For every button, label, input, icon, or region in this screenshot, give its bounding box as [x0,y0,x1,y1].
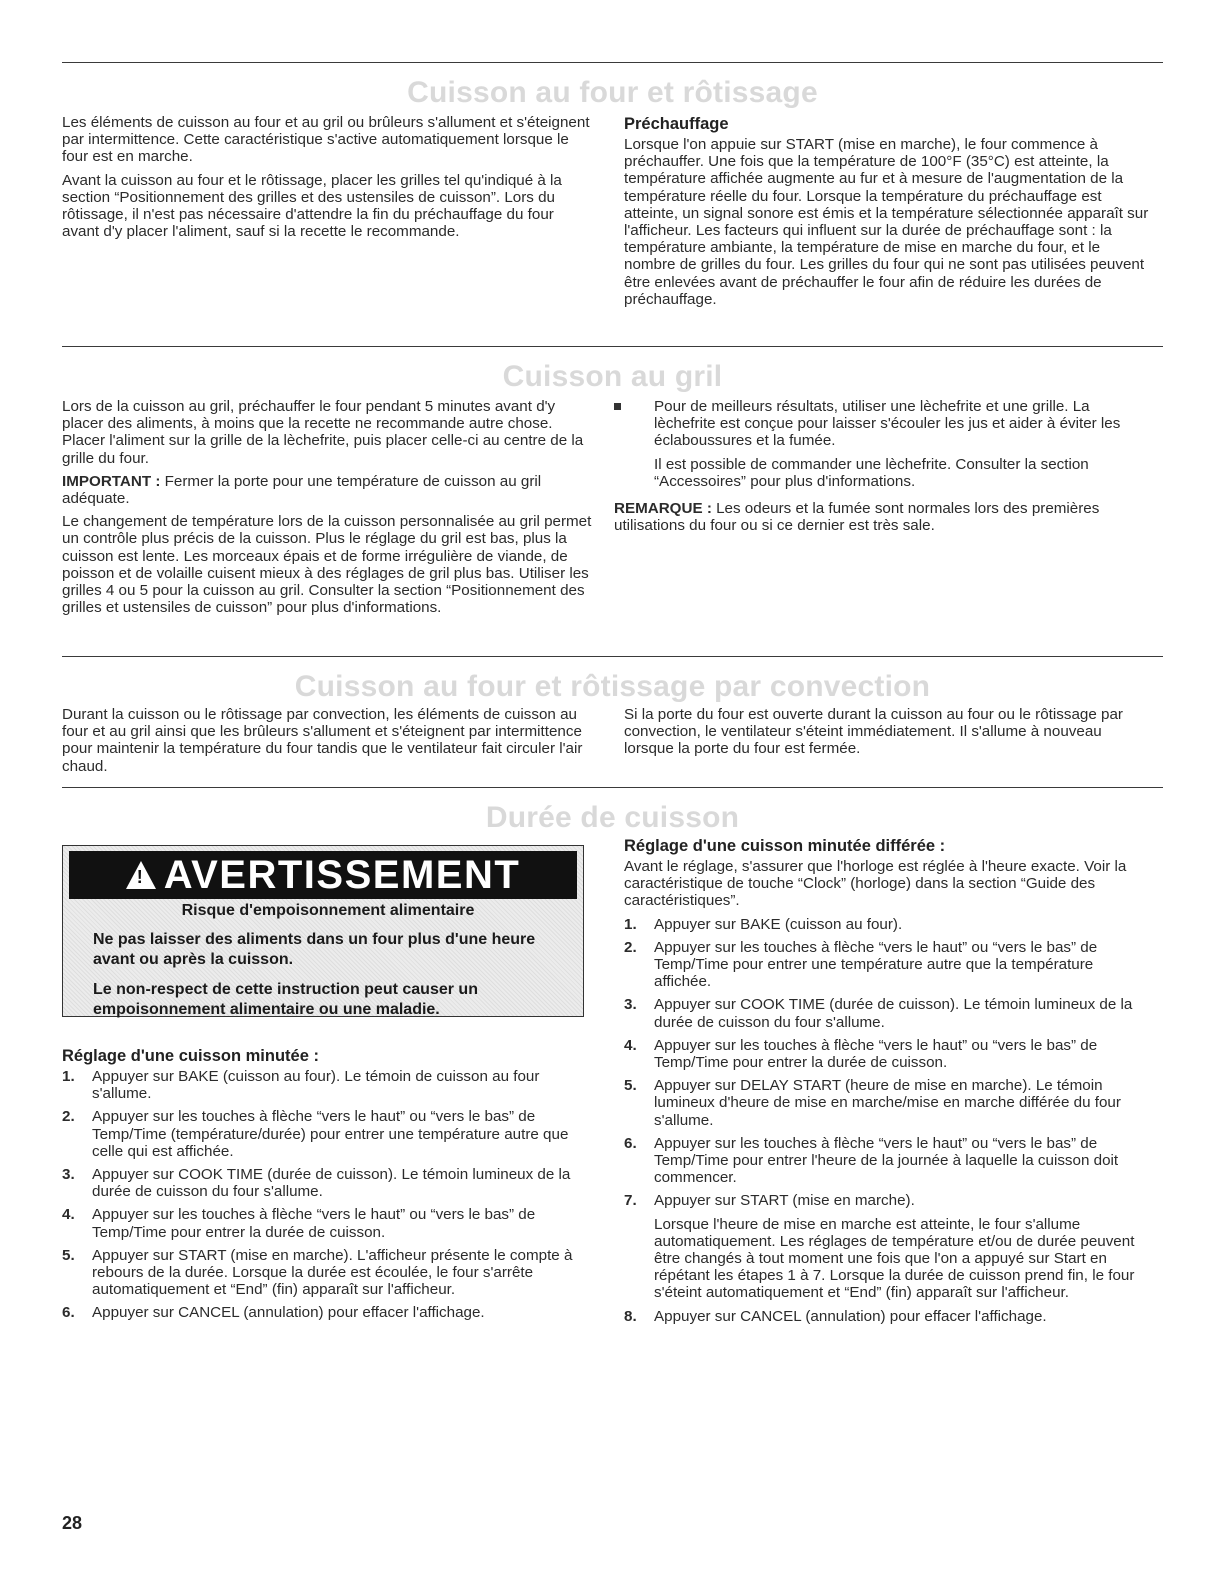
convection-left-paragraph: Durant la cuisson ou le rôtissage par convection, les éléments de cuisson au four et au gril ainsi que les brûleurs s'allument et s'éteignent par intermittence pour maintenir la température du four tandis que le ventilateur fait circuler l'air chaud. [62,706,583,775]
warning-box [62,845,584,1017]
section-rule-gril [62,346,1163,347]
four-right-column [624,114,1154,314]
gril-left-paragraph-3: Le changement de température lors de la cuisson personnalisée au gril permet un contrôle plus précis de la cuisson. Plus le réglage du gril est bas, plus la cuisson est lente. Les morceaux épais et de forme irrégulière de viande, de poisson et de volaille cuisent mieux à des réglages de gril plus bas. Utiliser les grilles 4 ou 5 pour la cuisson au gril. Consulter la section “Positionnement des grilles et ustensiles de cuisson” pour plus d'informations. [62,513,592,617]
timed-cooking-steps [62,1068,592,1322]
important-text: Fermer la porte pour une température de cuisson au gril adéquate. [62,472,542,508]
section-title-four: Cuisson au four et rôtissage [407,76,818,109]
step-7-note: Lorsque l'heure de mise en marche est atteinte, le four s'allume automatiquement. Les réglages de température et/ou de durée peuvent être changés à tout moment une fois que l'on a appuyé sur Start en répétant les étapes 1 à 7. Lorsque la durée de cuisson prend fin, le four s'éteint automatiquement et “End” (fin) apparaît sur l'afficheur. [654,1215,1135,1302]
convection-right-paragraph: Si la porte du four est ouverte durant la cuisson au four ou le rôtissage par convection, le ventilateur s'éteint immédiatement. Il s'allume à nouveau lorsque la porte du four est fermée. [624,706,1123,758]
gril-important-paragraph [62,473,592,507]
list-item: 7. Appuyer sur START (mise en marche). Lorsque l'heure de mise en marche est atteinte, le four s'allume automatiquement. Les réglages de température et/ou de durée peuvent être changés à tout moment une fois que l'on a appuyé sur Start en répétant les étapes 1 à 7. Lorsque la durée de cuisson prend fin, le four s'éteint automatiquement et “End” (fin) apparaît sur l'afficheur. [624,1192,1154,1301]
list-item: 1. Appuyer sur BAKE (cuisson au four). [624,915,903,933]
convection-left-column [62,706,592,781]
list-item: 2. Appuyer sur les touches à flèche “vers le haut” ou “vers le bas” de Temp/Time pour entrer une température autre que la température affichée. [624,938,1098,991]
section-rule-convection [62,656,1163,657]
gril-remarque-paragraph [614,500,1154,534]
list-item: 6. Appuyer sur CANCEL (annulation) pour effacer l'affichage. [62,1304,485,1322]
convection-right-column [624,706,1154,764]
delayed-cooking-steps [624,916,1154,1325]
timed-cooking-heading: Réglage d'une cuisson minutée : [62,1047,319,1065]
list-item: 6. Appuyer sur les touches à flèche “vers le haut” ou “vers le bas” de Temp/Time pour entrer l'heure de la journée à laquelle la cuisson doit commencer. [624,1134,1119,1187]
gril-bullet-item [614,398,1154,450]
list-item: 3. Appuyer sur COOK TIME (durée de cuisson). Le témoin lumineux de la durée de cuisson du four s'allume. [624,996,1133,1031]
list-item: 1. Appuyer sur BAKE (cuisson au four). Le témoin de cuisson au four s'allume. [62,1068,540,1103]
page-number: 28 [62,1513,83,1533]
list-item: 3. Appuyer sur COOK TIME (durée de cuisson). Le témoin lumineux de la durée de cuisson du four s'allume. [62,1166,571,1201]
warning-title: AVERTISSEMENT [163,853,521,897]
warning-triangle-icon: ! [126,861,156,889]
section-title-duree: Durée de cuisson [485,801,740,834]
prechauffage-heading: Préchauffage [624,115,729,133]
prechauffage-paragraph: Lorsque l'on appuie sur START (mise en marche), le four commence à préchauffer. Une fois que la température de 100°F (35°C) est atteinte, la température affichée augmente au fur et à mesure de l'augmentation de la température réelle du four. Lorsque la température du préchauffage est atteinte, un signal sonore est émis et la température sélectionnée apparaît sur l'afficheur. Les facteurs qui influent sur la durée de préchauffage sont : la température ambiante, la température de mise en marche du four, et le nombre de grilles du four. Les grilles du four qui ne sont pas utilisées peuvent être enlevées avant de préchauffer le four afin de réduire les durées de préchauffage. [624,136,1149,308]
delayed-cooking-heading: Réglage d'une cuisson minutée différée : [624,837,946,855]
gril-bullet-followup: Il est possible de commander une lèchefrite. Consulter la section “Accessoires” pour plus d'informations. [654,455,1089,490]
list-item: 8. Appuyer sur CANCEL (annulation) pour effacer l'affichage. [624,1307,1047,1325]
gril-right-column [614,398,1154,540]
delayed-cooking-intro: Avant le réglage, s'assurer que l'horloge est réglée à l'heure exacte. Voir la caractéristique de touche “Clock” (horloge) dans la section “Guide des caractéristiques”. [624,858,1127,910]
section-title-convection: Cuisson au four et rôtissage par convection [294,670,931,703]
list-item: 4. Appuyer sur les touches à flèche “vers le haut” ou “vers le bas” de Temp/Time pour entrer la durée de cuisson. [62,1206,536,1241]
section-rule-four [62,62,1163,63]
list-item: 2. Appuyer sur les touches à flèche “vers le haut” ou “vers le bas” de Temp/Time (température/durée) pour entrer une température autre que celle qui est affichée. [62,1108,569,1160]
list-item: 5. Appuyer sur DELAY START (heure de mise en marche). Le témoin lumineux d'heure de mise en marche/mise en marche différée du four s'allume. [624,1077,1121,1129]
square-bullet-icon [614,403,621,410]
duree-left-column [62,1046,592,1328]
warning-line-2: Le non-respect de cette instruction peut causer un empoisonnement alimentaire ou une maladie. [93,981,478,1018]
gril-left-column [62,398,592,622]
warning-banner [69,851,577,899]
section-title-gril: Cuisson au gril [502,360,723,393]
remarque-text: Les odeurs et la fumée sont normales lors des premières utilisations du four ou si ce dernier est très sale. [614,500,1100,535]
important-lead: IMPORTANT : [62,472,161,490]
warning-risk: Risque d'empoisonnement alimentaire [181,902,475,919]
duree-right-column [624,836,1154,1331]
gril-left-paragraph-1: Lors de la cuisson au gril, préchauffer le four pendant 5 minutes avant d'y placer des aliments, à moins que la recette ne recommande autre chose. Placer l'aliment sur la grille de la lèchefrite, puis placer celle-ci au centre de la grille du four. [62,398,584,467]
four-left-column [62,114,592,246]
four-left-paragraph-1: Les éléments de cuisson au four et au gril ou brûleurs s'allument et s'éteignent par intermittence. Cette caractéristique s'active automatiquement lorsque le four est en marche. [62,114,590,166]
section-rule-duree [62,787,1163,788]
remarque-lead: REMARQUE : [614,500,712,518]
four-left-paragraph-2: Avant la cuisson au four et le rôtissage, placer les grilles tel qu'indiqué à la section “Positionnement des grilles et des ustensiles de cuisson”. Lors du rôtissage, il n'est pas nécessaire d'attendre la fin du préchauffage du four avant d'y placer l'aliment, sauf si la recette le recommande. [62,171,562,241]
warning-line-1: Ne pas laisser des aliments dans un four plus d'une heure avant ou après la cuisson. [93,931,536,968]
warning-body [93,902,563,1030]
list-item: 5. Appuyer sur START (mise en marche). L'afficheur présente le compte à rebours de la durée. Lorsque la durée est écoulée, le four s'arrête automatiquement et “End” (fin) apparaît sur l'afficheur. [62,1246,573,1299]
gril-bullet-text: Pour de meilleurs résultats, utiliser une lèchefrite et une grille. La lèchefrite est conçue pour laisser s'écouler les jus et aider à éviter les éclaboussures et la fumée. [654,398,1121,450]
list-item: 4. Appuyer sur les touches à flèche “vers le haut” ou “vers le bas” de Temp/Time pour entrer la durée de cuisson. [624,1036,1098,1072]
